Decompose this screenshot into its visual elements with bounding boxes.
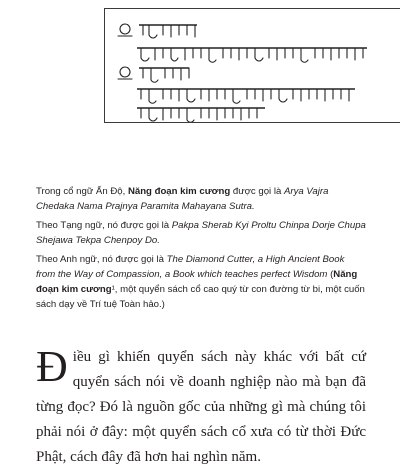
tibetan-line-2 [137, 48, 367, 62]
p1-bold-title: Năng đoạn kim cương [127, 186, 231, 197]
tibetan-script-image [105, 9, 400, 122]
p3-english-title: The Diamond Cutter, a High Ancient Book from the Way of Compassion, a Book which teaches perfect Wisdom [36, 254, 345, 280]
tibetan-line-1 [118, 24, 197, 38]
body-text: iều gì khiến quyển sách này khác với bất cứ quyển sách nói về doanh nghiệp nào mà bạn đã từng đọc? Đó là nguồn gốc của những gì mà chúng tôi phải nói ở đây: một quyển sách cổ xưa có từ thời Đức Phật, cách đây đã hơn hai nghìn năm. [36, 349, 366, 465]
paragraph-english-name [36, 252, 366, 312]
tibetan-line-5 [137, 108, 265, 122]
p1-text-a: Trong cổ ngữ Ấn Độ, [36, 186, 128, 197]
tibetan-title-box [104, 8, 400, 123]
p2-tibetan-title: Pakpa Sherab Kyi Proltu Chinpa Dorje Chupa Shejawa Tekpa Chenpoy Do. [36, 220, 366, 246]
p1-text-c: được gọi là [230, 186, 284, 197]
body-paragraph [36, 342, 366, 470]
p3-bold-title: Năng đoạn kim cương [36, 269, 358, 295]
drop-cap: Đ [36, 342, 68, 391]
paragraph-sanskrit-name [36, 184, 366, 214]
p3-text-a: Theo Anh ngữ, nó được gọi là [36, 254, 167, 265]
p1-sanskrit-title: Arya Vajra Chedaka Nama Prajnya Paramita Mahayana Sutra. [36, 186, 329, 212]
tibetan-line-4 [137, 89, 355, 103]
tibetan-line-3 [118, 67, 189, 82]
paragraph-tibetan-name [36, 218, 366, 248]
p3-text-e: ¹, một quyển sách cổ cao quý từ con đường từ bi, một cuốn sách dạy về Trí tuệ Toàn hảo.) [36, 284, 365, 310]
p3-text-c: ( [327, 269, 334, 280]
p2-text-a: Theo Tạng ngữ, nó được gọi là [36, 220, 172, 231]
